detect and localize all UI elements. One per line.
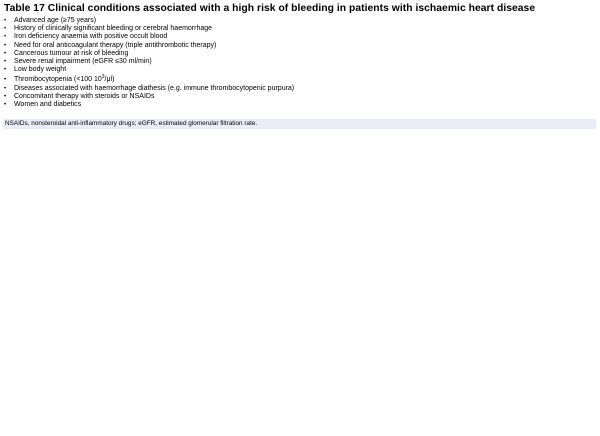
list-item-text: Iron deficiency anaemia with positive occult blood (14, 33, 168, 41)
bullet-icon: • (4, 50, 7, 57)
bullet-icon: • (4, 94, 7, 100)
table-footnote: NSAIDs, nonsteroidal anti-inflammatory drugs; eGFR, estimated glomerular filtration rate. (3, 119, 596, 129)
bullet-icon: • (4, 102, 7, 109)
bullet-icon: • (4, 18, 7, 24)
thrombocytopenia-suffix: /μl) (104, 76, 115, 84)
bullet-icon: • (4, 58, 7, 65)
bullet-icon: • (4, 42, 7, 49)
list-item-text: Concomitant therapy with steroids or NSAIDs (14, 93, 155, 100)
list-item-text: Women and diabetics (14, 101, 82, 109)
list-item-text: Need for oral anticoagulant therapy (triple antithrombotic therapy) (14, 41, 217, 49)
bullet-icon: • (4, 26, 7, 33)
bullet-icon: • (4, 34, 7, 41)
list-item-text: Low body weight (14, 66, 67, 74)
bullet-icon: • (4, 85, 7, 92)
thrombocytopenia-superscript: 3 (101, 74, 105, 81)
list-item-text: Cancerous tumour at risk of bleeding (14, 49, 129, 57)
list-item-text: History of clinically significant bleeding or cerebral haemorrhage (14, 25, 213, 33)
list-item-text: Severe renal impairment (eGFR ≤30 ml/min) (14, 57, 152, 65)
table-title: Table 17 Clinical conditions associated with a high risk of bleeding in patients with ischaemic heart disease (4, 3, 536, 14)
bullet-icon: • (4, 67, 7, 74)
thrombocytopenia-prefix: Thrombocytopenia (<100 10 (14, 76, 102, 84)
list-item-text: Diseases associated with haemorrhage diathesis (e.g. immune thrombocytopenic purpura) (14, 84, 295, 92)
list-item-text: Advanced age (≥75 years) (14, 17, 97, 24)
bullet-icon: • (4, 77, 7, 84)
